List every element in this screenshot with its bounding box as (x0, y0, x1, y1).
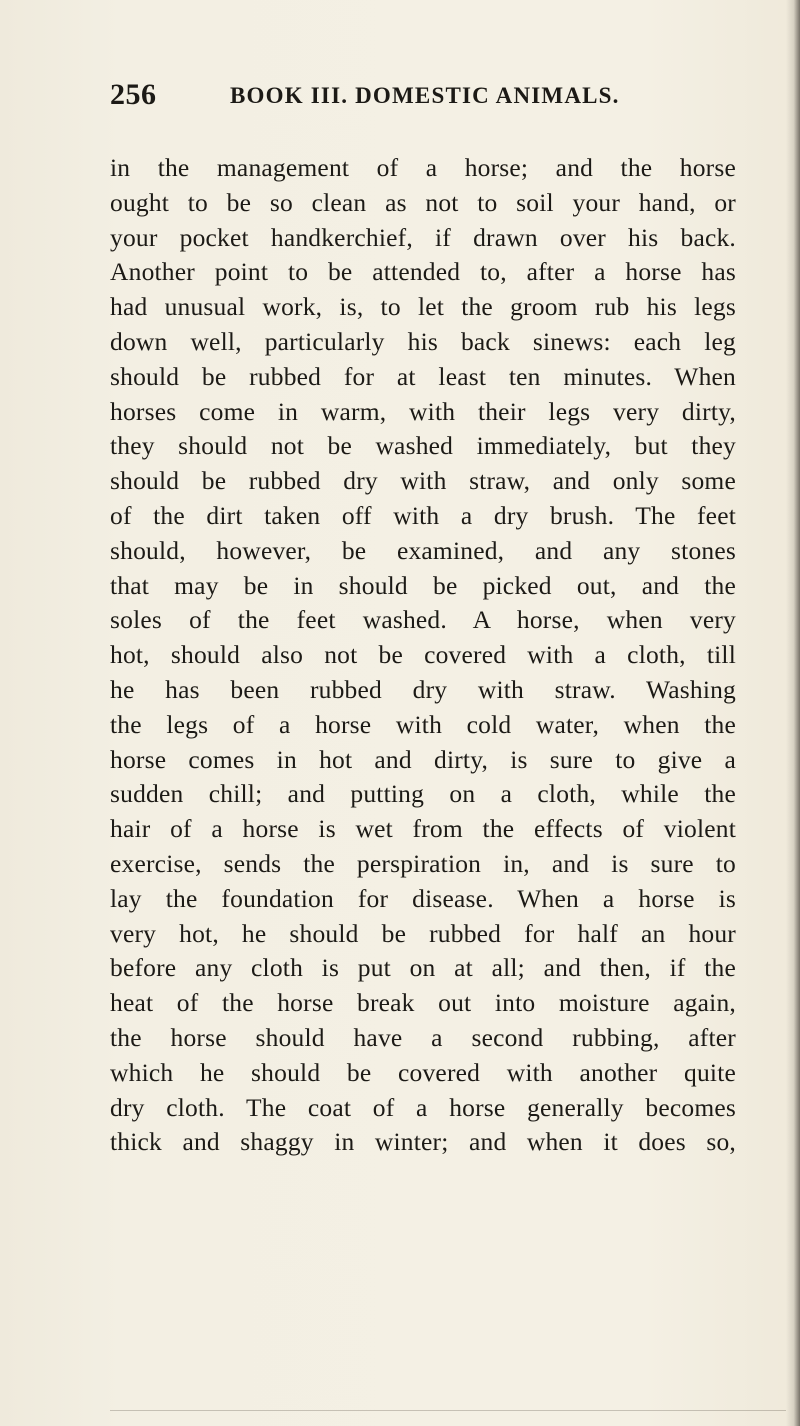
page-number: 256 (110, 78, 157, 111)
text-line: the legs of a horse with cold water, when the (110, 709, 736, 739)
text-line: of the dirt taken off with a dry brush. The feet (110, 500, 736, 530)
page-bottom-edge (110, 1410, 786, 1411)
text-line: they should not be washed immediately, but they (110, 431, 736, 461)
text-line: he has been rubbed dry with straw. Washing (110, 674, 736, 704)
text-line: hot, should also not be covered with a cloth, till (110, 640, 736, 670)
page-header (110, 78, 670, 118)
text-line: that may be in should be picked out, and the (110, 570, 736, 600)
text-line: horses come in warm, with their legs very dirty, (110, 396, 736, 426)
text-line: exercise, sends the perspiration in, and is sure to (110, 848, 736, 878)
text-line: very hot, he should be rubbed for half an hour (110, 918, 736, 948)
text-line: dry cloth. The coat of a horse generally becomes (110, 1092, 736, 1122)
text-line: ought to be so clean as not to soil your hand, or (110, 187, 736, 217)
text-line: had unusual work, is, to let the groom rub his legs (110, 292, 736, 322)
text-line: thick and shaggy in winter; and when it does so, (110, 1127, 736, 1157)
text-line: before any cloth is put on at all; and then, if the (110, 953, 736, 983)
text-line: sudden chill; and putting on a cloth, while the (110, 779, 736, 809)
text-line: which he should be covered with another quite (110, 1057, 736, 1087)
text-line: heat of the horse break out into moisture again, (110, 988, 736, 1018)
text-line: horse comes in hot and dirty, is sure to give a (110, 744, 736, 774)
page-edge-shadow (786, 0, 800, 1426)
text-line: in the management of a horse; and the horse (110, 153, 736, 182)
text-line: your pocket handkerchief, if drawn over his back. (110, 222, 736, 252)
text-line: down well, particularly his back sinews: each leg (110, 326, 736, 356)
text-line: lay the foundation for disease. When a horse is (110, 883, 736, 913)
text-line: Another point to be attended to, after a horse has (110, 257, 736, 287)
text-line: should be rubbed dry with straw, and only some (110, 466, 736, 496)
text-line: should be rubbed for at least ten minutes. When (110, 361, 736, 391)
running-head: BOOK III. DOMESTIC ANIMALS. (230, 83, 620, 108)
body-text (110, 151, 736, 1160)
text-line: the horse should have a second rubbing, after (110, 1022, 736, 1052)
text-line: should, however, be examined, and any stones (110, 535, 736, 565)
text-line: soles of the feet washed. A horse, when very (110, 605, 736, 635)
text-line: hair of a horse is wet from the effects of violent (110, 814, 736, 844)
